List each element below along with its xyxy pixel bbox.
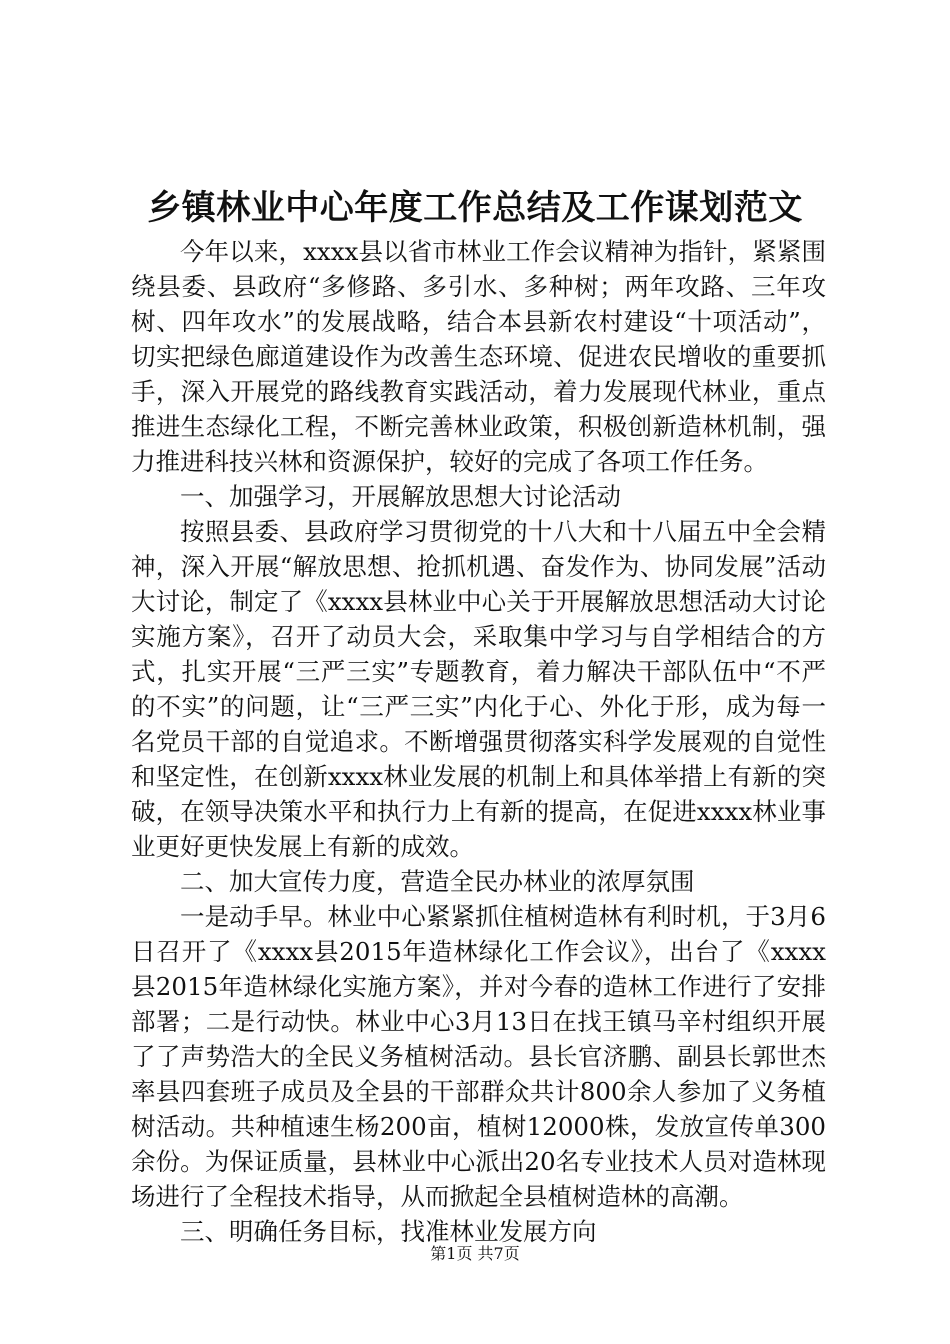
section-paragraph-1: 按照县委、县政府学习贯彻党的十八大和十八届五中全会精神，深入开展“解放思想、抢抓机遇、奋发作为、协同发展”活动大讨论，制定了《xxxx县林业中心关于开展解放思想活动大讨论实施方案》，召开了动员大会，采取集中学习与自学相结合的方式，扎实开展“三严三实”专题教育，着力解决干部队伍中“不严的不实”的问题，让“三严三实”内化于心、外化于形，成为每一名党员干部的自觉追求。不断增强贯彻落实科学发展观的自觉性和坚定性，在创新xxxx林业发展的机制上和具体举措上有新的突破，在领导决策水平和执行力上有新的提高，在促进xxxx林业事业更好更快发展上有新的成效。: [131, 517, 826, 861]
section-heading-1: 一、加强学习，开展解放思想大讨论活动: [180, 482, 621, 511]
section-paragraph-2: 一是动手早。林业中心紧紧抓住植树造林有利时机，于3月6日召开了《xxxx县2015年造林绿化工作会议》，出台了《xxxx县2015年造林绿化实施方案》，并对今春的造林工作进行了安排部署；二是行动快。林业中心3月13日在找王镇马辛村组织开展了了声势浩大的全民义务植树活动。县长官济鹏、副县长郭世杰率县四套班子成员及全县的干部群众共计800余人参加了义务植树活动。共种植速生杨200亩，植树12000株，发放宣传单300余份。为保证质量，县林业中心派出20名专业技术人员对造林现场进行了全程技术指导，从而掀起全县植树造林的高潮。: [131, 902, 826, 1211]
page-number: 第1页 共7页: [430, 1244, 520, 1263]
document-body: [131, 234, 826, 1249]
section-heading-2: 二、加大宣传力度，营造全民办林业的浓厚氛围: [180, 867, 695, 896]
document-title: 乡镇林业中心年度工作总结及工作谋划范文: [147, 188, 803, 228]
intro-paragraph: 今年以来，xxxx县以省市林业工作会议精神为指针，紧紧围绕县委、县政府“多修路、多引水、多种树；两年攻路、三年攻树、四年攻水”的发展战略，结合本县新农村建设“十项活动”，切实把绿色廊道建设作为改善生态环境、促进农民增收的重要抓手，深入开展党的路线教育实践活动，着力发展现代林业，重点推进生态绿化工程，不断完善林业政策，积极创新造林机制，强力推进科技兴林和资源保护，较好的完成了各项工作任务。: [131, 237, 826, 476]
section-heading-3: 三、明确任务目标，找准林业发展方向: [180, 1217, 597, 1246]
